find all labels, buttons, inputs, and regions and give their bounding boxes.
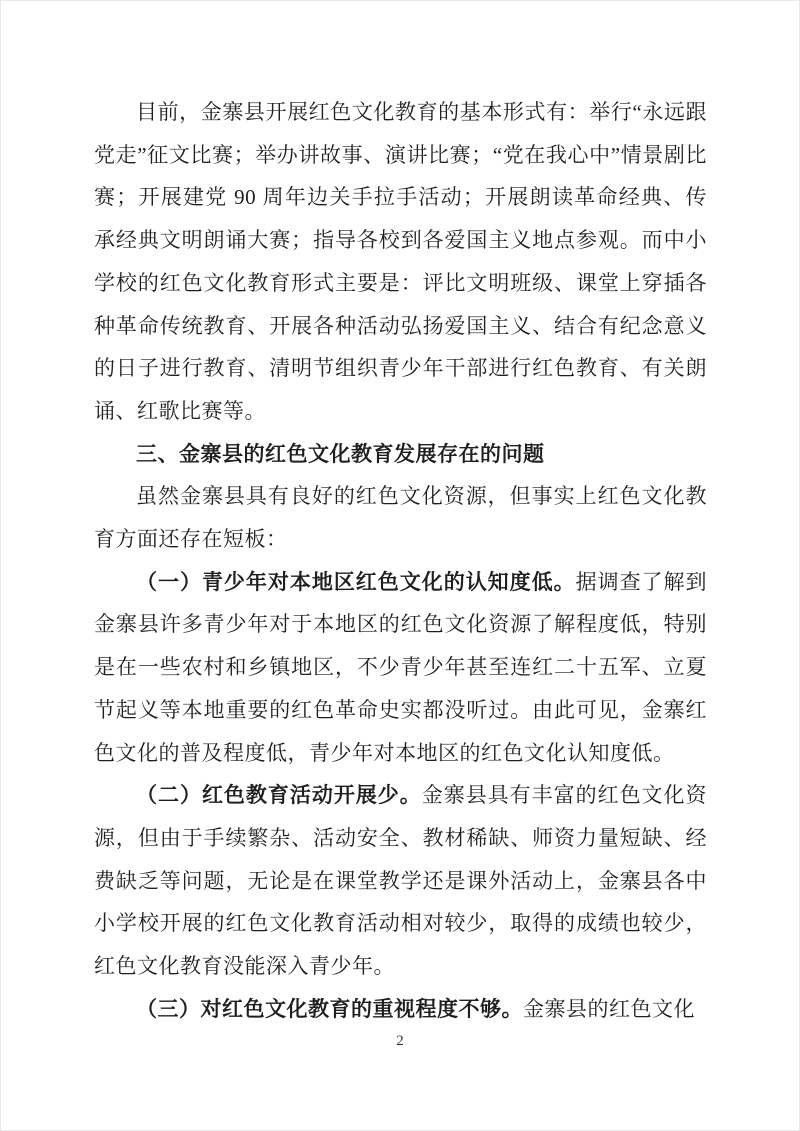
- paragraph-problem-3: [94, 988, 707, 1031]
- paragraph-problem-2: [94, 774, 707, 988]
- paragraph-text: 金寨县的红色文化: [523, 996, 695, 1021]
- paragraph-text: 据调查了解到金寨县许多青少年对于本地区的红色文化资源了解程度低，特别是在一些农村和乡镇地区，不少青少年甚至连红二十五军、立夏节起义等本地重要的红色革命史实都没听过。由此可见，金寨红色文化的普及程度低，青少年对本地区的红色文化认知度低。: [94, 569, 708, 765]
- paragraph-text: 目前，金寨县开展红色文化教育的基本形式有：举行“永远跟党走”征文比赛；举办讲故事、演讲比赛；“党在我心中”情景剧比赛；开展建党 90 周年边关手拉手活动；开展朗读革命经典、传承经典文明朗诵大赛；指导各校到各爱国主义地点参观。而中小学校的红色文化教育形式主要是：评比文明班级、课堂上穿插各种革命传统教育、开展各种活动弘扬爱国主义、结合有纪念意义的日子进行教育、清明节组织青少年干部进行红色教育、有关朗诵、红歌比赛等。: [94, 100, 707, 423]
- paragraph-text: 虽然金寨县具有良好的红色文化资源，但事实上红色文化教育方面还存在短板：: [94, 484, 707, 552]
- paragraph-lead-bold: （二）红色教育活动开展少。: [136, 783, 422, 808]
- paragraph-current-forms: [94, 91, 707, 433]
- paragraph-problem-1: [94, 561, 707, 775]
- document-body: [94, 91, 707, 1030]
- paragraph-lead-bold: （一）青少年对本地区红色文化的认知度低。: [136, 569, 576, 594]
- section-heading-problems: [94, 433, 707, 476]
- paragraph-shortcomings-intro: [94, 475, 707, 560]
- page-number: 2: [396, 1033, 404, 1049]
- paragraph-text: 金寨县具有丰富的红色文化资源，但由于手续繁杂、活动安全、教材稀缺、师资力量短缺、经费缺乏等问题，无论是在课堂教学还是课外活动上，金寨县各中小学校开展的红色文化教育活动相对较少，取得的成绩也较少，红色文化教育没能深入青少年。: [94, 783, 708, 979]
- heading-text: 三、金寨县的红色文化教育发展存在的问题: [136, 441, 545, 466]
- paragraph-lead-bold: （三）对红色文化教育的重视程度不够。: [136, 996, 523, 1021]
